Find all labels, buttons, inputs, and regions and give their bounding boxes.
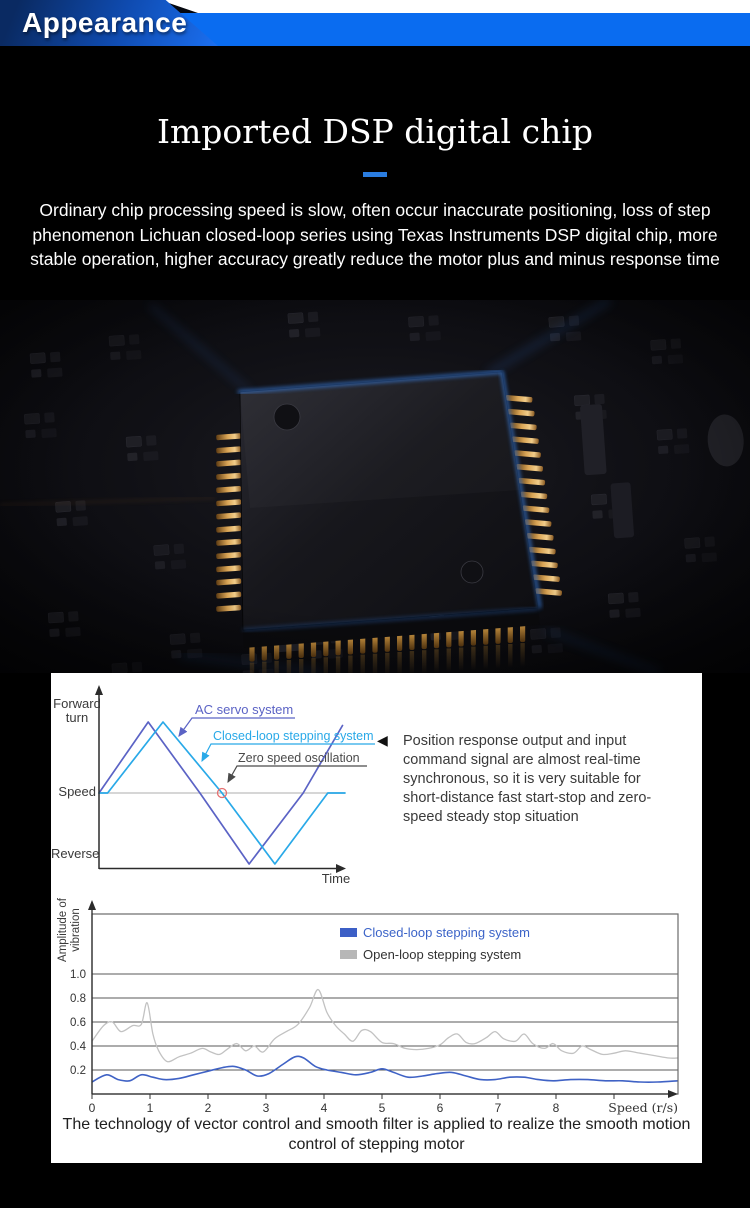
vibration-caption: The technology of vector control and smooth filter is applied to realize the smooth motion control of stepping motor bbox=[62, 1116, 691, 1153]
speed-axis-label: Speed (r/s) bbox=[608, 1100, 678, 1115]
title-underline bbox=[363, 172, 387, 177]
response-note: Position response output and input command signal are almost real-time synchronous, so it is very suitable for short-distance fast start-stop and zero-speed steady stop situation bbox=[403, 733, 652, 825]
plot-frame bbox=[92, 914, 678, 1094]
y-tick-label: 1.0 bbox=[70, 969, 86, 981]
gridlines bbox=[92, 974, 678, 1070]
legend-label-open-loop: Open-loop stepping system bbox=[363, 947, 522, 962]
forward-turn-label: Forward turn bbox=[53, 696, 101, 725]
x-tick-label: 6 bbox=[436, 1101, 444, 1115]
y-tick-label: 0.4 bbox=[70, 1041, 86, 1053]
page-title: Imported DSP digital chip bbox=[156, 112, 593, 151]
x-tick-label: 2 bbox=[204, 1101, 212, 1115]
x-tick-label: 3 bbox=[262, 1101, 270, 1115]
reverse-label: Reverse bbox=[51, 846, 100, 861]
legend-label-closed-loop: Closed-loop stepping system bbox=[363, 925, 530, 940]
legend-swatch-open-loop bbox=[340, 950, 357, 959]
time-label: Time bbox=[321, 871, 351, 886]
x-tick-label: 1 bbox=[146, 1101, 154, 1115]
x-tick-label: 5 bbox=[378, 1101, 386, 1115]
amplitude-axis-label: Amplitude of vibration bbox=[57, 898, 82, 962]
oscillation-leader-line bbox=[228, 766, 367, 782]
series-line bbox=[92, 1056, 678, 1082]
legend-swatch-closed-loop bbox=[340, 928, 357, 937]
oscillation-annotation: Zero speed oscillation bbox=[238, 751, 360, 765]
analysis-panel bbox=[51, 673, 702, 1163]
x-tick-label: 8 bbox=[552, 1101, 560, 1115]
chip-illustration bbox=[0, 300, 750, 673]
y-tick-label: 0.8 bbox=[70, 993, 86, 1005]
x-tick-label: 0 bbox=[88, 1101, 96, 1115]
y-tick-label: 0.6 bbox=[70, 1017, 86, 1029]
intro-paragraph: Ordinary chip processing speed is slow, often occur inaccurate positioning, loss of step phenomenon Lichuan closed-loop series using Texas Instruments DSP digital chip, more stable operation, higher accuracy greatly reduce the motor plus and minus response time bbox=[30, 200, 720, 269]
y-tick-label: 0.2 bbox=[70, 1065, 86, 1077]
servo-annotation: AC servo system bbox=[195, 702, 294, 717]
banner-label: Appearance bbox=[22, 7, 188, 38]
vibration-curves bbox=[92, 990, 678, 1083]
x-axis-arrow bbox=[668, 1090, 678, 1098]
stepping-annotation: Closed-loop stepping system bbox=[213, 729, 374, 743]
series-line bbox=[92, 990, 678, 1062]
x-tick-label: 7 bbox=[494, 1101, 502, 1115]
y-axis-arrow bbox=[95, 685, 103, 695]
axis-ticks bbox=[70, 969, 614, 1115]
left-pointer-icon: ◀ bbox=[377, 732, 388, 748]
speed-label: Speed bbox=[58, 784, 96, 799]
banner bbox=[0, 0, 750, 46]
x-tick-label: 4 bbox=[320, 1101, 328, 1115]
chip-photo bbox=[0, 300, 750, 673]
vignette bbox=[0, 300, 750, 673]
